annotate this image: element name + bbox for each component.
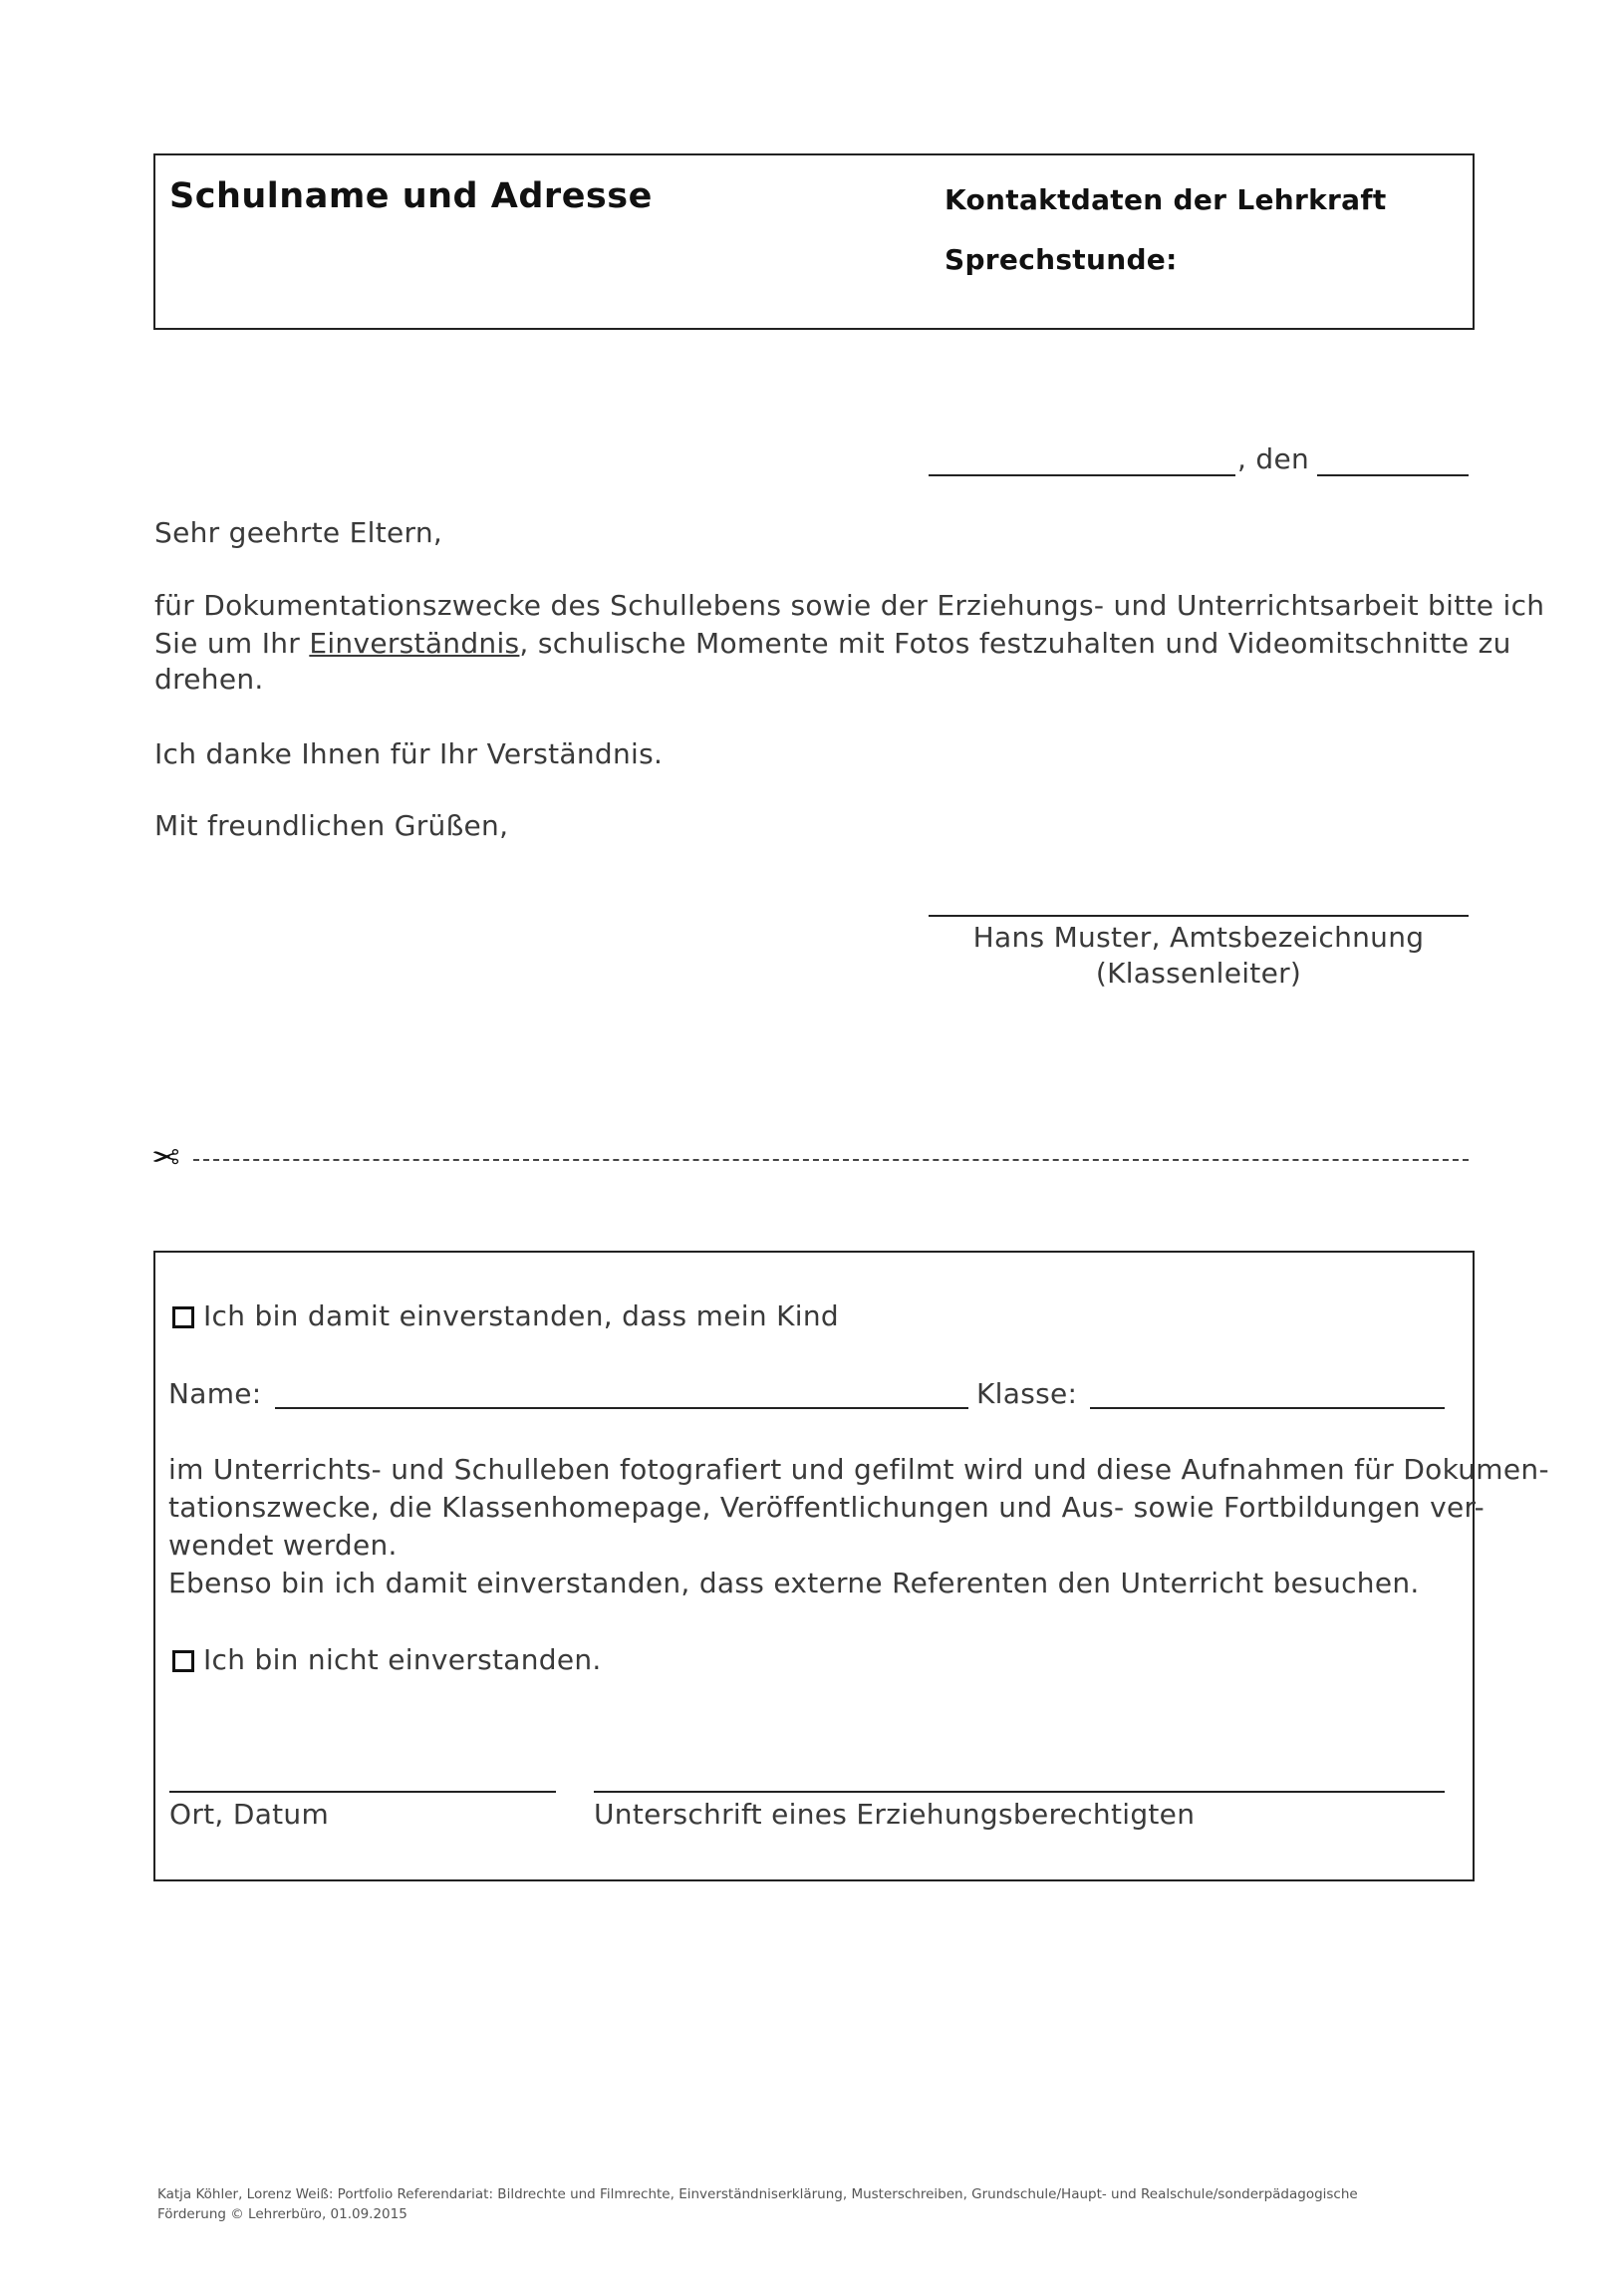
- place-blank-line: [929, 474, 1235, 476]
- date-den-label: , den: [1237, 442, 1310, 475]
- closing-line: Mit freundlichen Grüßen,: [154, 809, 509, 842]
- cut-dashed-line: [193, 1159, 1469, 1161]
- form-text-line-1: im Unterrichts- und Schulleben fotografiert und gefilmt wird und diese Aufnahmen für Dokumen-: [168, 1453, 1549, 1486]
- body-text-pre: Sie um Ihr: [154, 627, 310, 660]
- disagree-label: Ich bin nicht einverstanden.: [203, 1643, 602, 1676]
- place-date-label: Ort, Datum: [169, 1798, 330, 1831]
- form-text-line-2: tationszwecke, die Klassenhomepage, Veröffentlichungen und Aus- sowie Fortbildungen ver-: [168, 1491, 1485, 1524]
- class-blank-line[interactable]: [1090, 1407, 1445, 1409]
- place-date-line[interactable]: [169, 1791, 556, 1793]
- body-text-post: , schulische Momente mit Fotos festzuhalten und Videomitschnitte zu: [519, 627, 1511, 660]
- consent-word: Einverständnis: [309, 627, 520, 660]
- salutation: Sehr geehrte Eltern,: [154, 516, 443, 549]
- name-label: Name:: [168, 1377, 262, 1410]
- school-name-address: Schulname und Adresse: [169, 176, 653, 216]
- signer-role: (Klassenleiter): [1095, 957, 1302, 990]
- class-label: Klasse:: [976, 1377, 1078, 1410]
- date-blank-line: [1317, 474, 1469, 476]
- agree-label: Ich bin damit einverstanden, dass mein Kind: [203, 1299, 839, 1332]
- thanks-line: Ich danke Ihnen für Ihr Verständnis.: [154, 737, 664, 770]
- form-text-line-4: Ebenso bin ich damit einverstanden, dass externe Referenten den Unterricht besuchen.: [168, 1567, 1420, 1599]
- disagree-checkbox[interactable]: [172, 1650, 194, 1672]
- guardian-signature-label: Unterschrift eines Erziehungsberechtigten: [594, 1798, 1196, 1831]
- footer-line-1: Katja Köhler, Lorenz Weiß: Portfolio Referendariat: Bildrechte und Filmrechte, Einverständniserklärung, Musterschreiben, Grundschule/Haupt- und Realschule/sonderpädagogische: [157, 2186, 1358, 2202]
- signature-line: [929, 915, 1469, 917]
- agree-checkbox[interactable]: [172, 1306, 194, 1328]
- letter-body-line-1: für Dokumentationszwecke des Schullebens sowie der Erziehungs- und Unterrichtsarbeit bitte ich: [154, 589, 1545, 622]
- office-hours: Sprechstunde:: [945, 243, 1178, 276]
- teacher-contact: Kontaktdaten der Lehrkraft: [945, 183, 1387, 216]
- letter-body-line-3: drehen.: [154, 663, 264, 696]
- letter-body-line-2: [154, 625, 1511, 662]
- name-blank-line[interactable]: [275, 1407, 968, 1409]
- scissors-icon: ✂: [151, 1138, 180, 1178]
- signer-name: Hans Muster, Amtsbezeichnung: [972, 921, 1425, 954]
- guardian-signature-line[interactable]: [594, 1791, 1445, 1793]
- footer-line-2: Förderung © Lehrerbüro, 01.09.2015: [157, 2206, 407, 2222]
- form-text-line-3: wendet werden.: [168, 1529, 398, 1562]
